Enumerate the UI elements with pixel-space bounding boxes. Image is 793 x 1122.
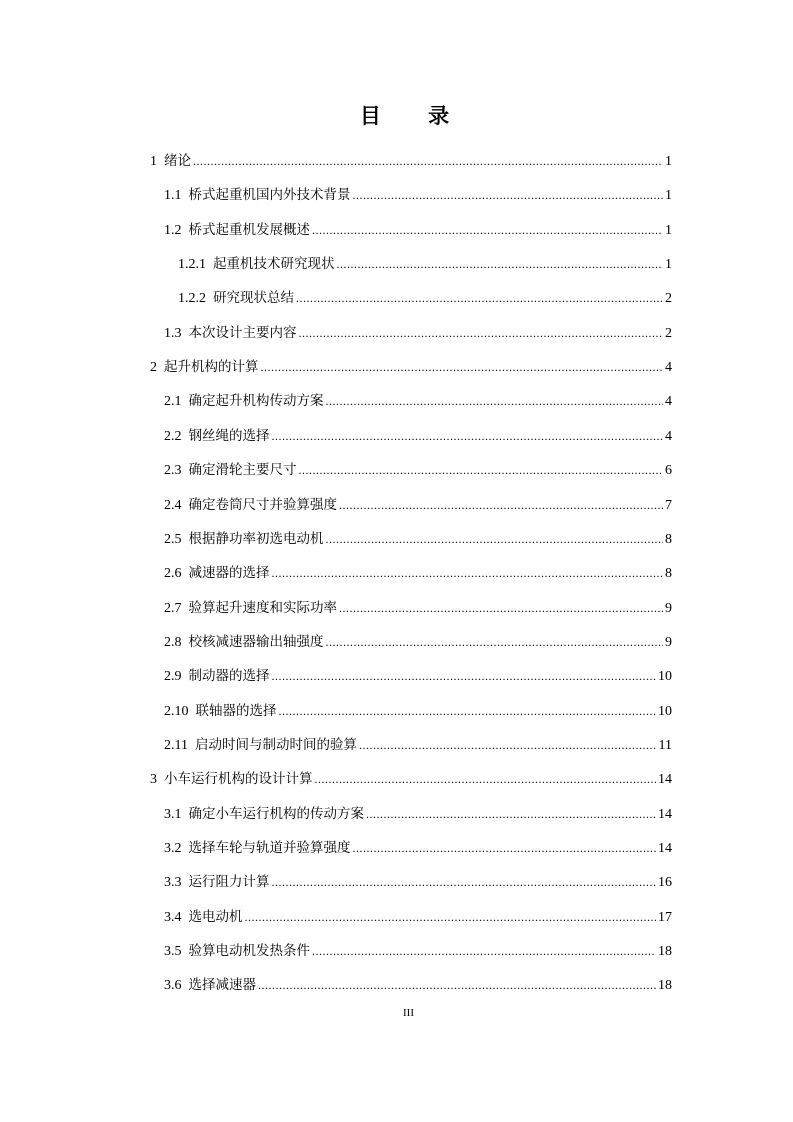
- toc-entry-page-number: 10: [658, 703, 672, 719]
- toc-entry-number: 2.6: [164, 566, 189, 582]
- toc-entry-label: 钢丝绳的选择: [188, 427, 270, 444]
- toc-entry-page-number: 9: [665, 600, 672, 616]
- toc-entry-page-number: 18: [658, 978, 672, 994]
- toc-entry-number: 3.2: [164, 841, 189, 856]
- toc-dot-leader: [353, 178, 664, 212]
- toc-entry[interactable]: [164, 797, 672, 831]
- toc-entry[interactable]: [164, 625, 672, 659]
- toc-entry-label: 确定起升机构传动方案: [188, 393, 324, 410]
- toc-entry[interactable]: [164, 453, 672, 487]
- toc-dot-leader: [312, 213, 663, 247]
- toc-entry-number: 2: [150, 360, 164, 376]
- toc-entry[interactable]: [164, 831, 672, 865]
- toc-entry-number: 2.1: [164, 394, 189, 410]
- toc-dot-leader: [359, 728, 657, 762]
- toc-entry-page-number: 18: [658, 944, 672, 960]
- toc-entry-number: 2.4: [164, 497, 189, 513]
- toc-entry-label: 制动器的选择: [188, 668, 270, 685]
- toc-entry-label: 启动时间与制动时间的验算: [194, 736, 357, 753]
- toc-entry-label: 选择车轮与轨道并验算强度: [188, 840, 351, 856]
- toc-entry-number: 1.2.2: [178, 291, 213, 307]
- toc-entry-number: 2.2: [164, 428, 189, 444]
- page-title: 目 录: [359, 104, 470, 128]
- toc-entry[interactable]: [178, 281, 672, 315]
- toc-entry[interactable]: [164, 488, 672, 522]
- toc-dot-leader: [258, 968, 656, 1002]
- toc-entry-number: 2.5: [164, 531, 189, 547]
- toc-entry-page-number: 4: [665, 428, 672, 444]
- toc-entry-label: 验算起升速度和实际功率: [188, 599, 337, 616]
- toc-dot-leader: [326, 384, 664, 418]
- toc-entry[interactable]: [164, 419, 672, 453]
- toc-entry[interactable]: [164, 694, 672, 728]
- toc-entry-page-number: 4: [665, 394, 672, 410]
- toc-entry-label: 研究现状总结: [213, 290, 294, 307]
- toc-entry-label: 校核减速器输出轴强度: [188, 633, 324, 650]
- toc-entry-page-number: 1: [665, 188, 672, 204]
- toc-dot-leader: [339, 488, 663, 522]
- toc-entry-page-number: 10: [658, 669, 672, 685]
- toc-entry[interactable]: [164, 865, 672, 899]
- toc-entry-label: 选电动机: [188, 908, 243, 925]
- toc-entry-number: 1.3: [164, 325, 189, 341]
- toc-entry-page-number: 9: [665, 634, 672, 650]
- toc-dot-leader: [339, 591, 663, 625]
- toc-entry-label: 确定卷筒尺寸并验算强度: [188, 496, 337, 513]
- toc-entry-number: 2.11: [164, 737, 195, 753]
- toc-entry-label: 起重机技术研究现状: [213, 256, 335, 273]
- toc-dot-leader: [312, 934, 656, 968]
- toc-entry-label: 桥式起重机发展概述: [188, 221, 310, 238]
- toc-entry[interactable]: [164, 900, 672, 934]
- toc-entry[interactable]: [164, 591, 672, 625]
- toc-entry-number: 3.1: [164, 806, 189, 822]
- toc-entry-label: 小车运行机构的设计计算: [164, 771, 313, 788]
- toc-dot-leader: [299, 453, 664, 487]
- toc-entry-label: 选择减速器: [188, 977, 256, 994]
- toc-entry-page-number: 6: [665, 463, 672, 479]
- toc-entry[interactable]: [164, 384, 672, 418]
- toc-entry[interactable]: [164, 213, 672, 247]
- toc-dot-leader: [299, 316, 664, 350]
- toc-entry-page-number: 1: [665, 257, 672, 273]
- toc-entry-number: 1.2.1: [178, 257, 213, 273]
- toc-dot-leader: [272, 865, 657, 899]
- toc-entry[interactable]: [164, 659, 672, 693]
- toc-entry-page-number: 1: [665, 222, 672, 238]
- toc-entry-number: 3.3: [164, 875, 189, 891]
- toc-entry[interactable]: [164, 316, 672, 350]
- toc-dot-leader: [272, 659, 657, 693]
- toc-dot-leader: [193, 144, 663, 178]
- toc-entry-label: 绪论: [164, 153, 191, 169]
- toc-entry-page-number: 8: [665, 531, 672, 547]
- toc-dot-leader: [261, 350, 664, 384]
- toc-entry-number: 3.4: [164, 909, 189, 925]
- toc-entry-page-number: 2: [665, 291, 672, 307]
- page-number-footer: III: [403, 1007, 414, 1019]
- toc-entry[interactable]: [164, 556, 672, 590]
- toc-entry-label: 联轴器的选择: [195, 702, 277, 719]
- toc-entry-label: 确定滑轮主要尺寸: [188, 462, 297, 479]
- toc-entry[interactable]: [178, 247, 672, 281]
- toc-entry-page-number: 17: [658, 909, 672, 925]
- toc-dot-leader: [366, 797, 656, 831]
- toc-entry-page-number: 4: [665, 360, 672, 376]
- toc-entry-label: 根据静功率初选电动机: [188, 530, 324, 547]
- toc-entry[interactable]: [164, 728, 672, 762]
- toc-entry[interactable]: [164, 934, 672, 968]
- toc-entry[interactable]: [164, 968, 672, 1002]
- toc-dot-leader: [326, 625, 664, 659]
- toc-entry-page-number: 8: [665, 566, 672, 582]
- toc-entry-number: 1.2: [164, 222, 189, 238]
- toc-entry[interactable]: [150, 350, 672, 384]
- toc-entry-page-number: 14: [658, 841, 672, 856]
- toc-entry-number: 2.8: [164, 634, 189, 650]
- toc-entry[interactable]: [150, 762, 672, 796]
- toc-entry-number: 2.7: [164, 600, 189, 616]
- toc-entry-label: 起升机构的计算: [164, 359, 259, 376]
- toc-entry-page-number: 16: [658, 875, 672, 891]
- toc-entry-number: 2.9: [164, 669, 189, 685]
- toc-entry[interactable]: [150, 144, 672, 178]
- toc-dot-leader: [272, 419, 664, 453]
- toc-entry-number: 3.5: [164, 944, 189, 960]
- toc-dot-leader: [337, 247, 664, 281]
- toc-entry[interactable]: [164, 522, 672, 556]
- toc-entry-number: 1: [150, 154, 164, 169]
- toc-entry-page-number: 1: [665, 154, 672, 169]
- toc-entry[interactable]: [164, 178, 672, 212]
- toc-entry-label: 运行阻力计算: [188, 874, 270, 891]
- toc-dot-leader: [279, 694, 657, 728]
- toc-entry-page-number: 11: [658, 737, 672, 753]
- toc-entry-page-number: 2: [665, 325, 672, 341]
- toc-dot-leader: [272, 556, 664, 590]
- toc-entry-label: 本次设计主要内容: [188, 324, 297, 341]
- toc-entry-label: 桥式起重机国内外技术背景: [188, 187, 351, 204]
- toc-entry-number: 2.3: [164, 463, 189, 479]
- toc-dot-leader: [353, 831, 657, 865]
- toc-dot-leader: [326, 522, 664, 556]
- toc-dot-leader: [296, 281, 663, 315]
- toc-entry-number: 2.10: [164, 703, 196, 719]
- toc-entry-label: 确定小车运行机构的传动方案: [188, 805, 364, 822]
- toc-entry-page-number: 7: [665, 497, 672, 513]
- toc-entry-label: 减速器的选择: [188, 565, 270, 582]
- toc-entry-number: 1.1: [164, 188, 189, 204]
- toc-entry-page-number: 14: [658, 772, 672, 788]
- toc-dot-leader: [245, 900, 657, 934]
- toc-entry-number: 3.6: [164, 978, 189, 994]
- toc-entry-page-number: 14: [658, 806, 672, 822]
- toc-entry-label: 验算电动机发热条件: [188, 943, 310, 960]
- toc-entry-number: 3: [150, 772, 164, 788]
- toc-dot-leader: [315, 762, 657, 796]
